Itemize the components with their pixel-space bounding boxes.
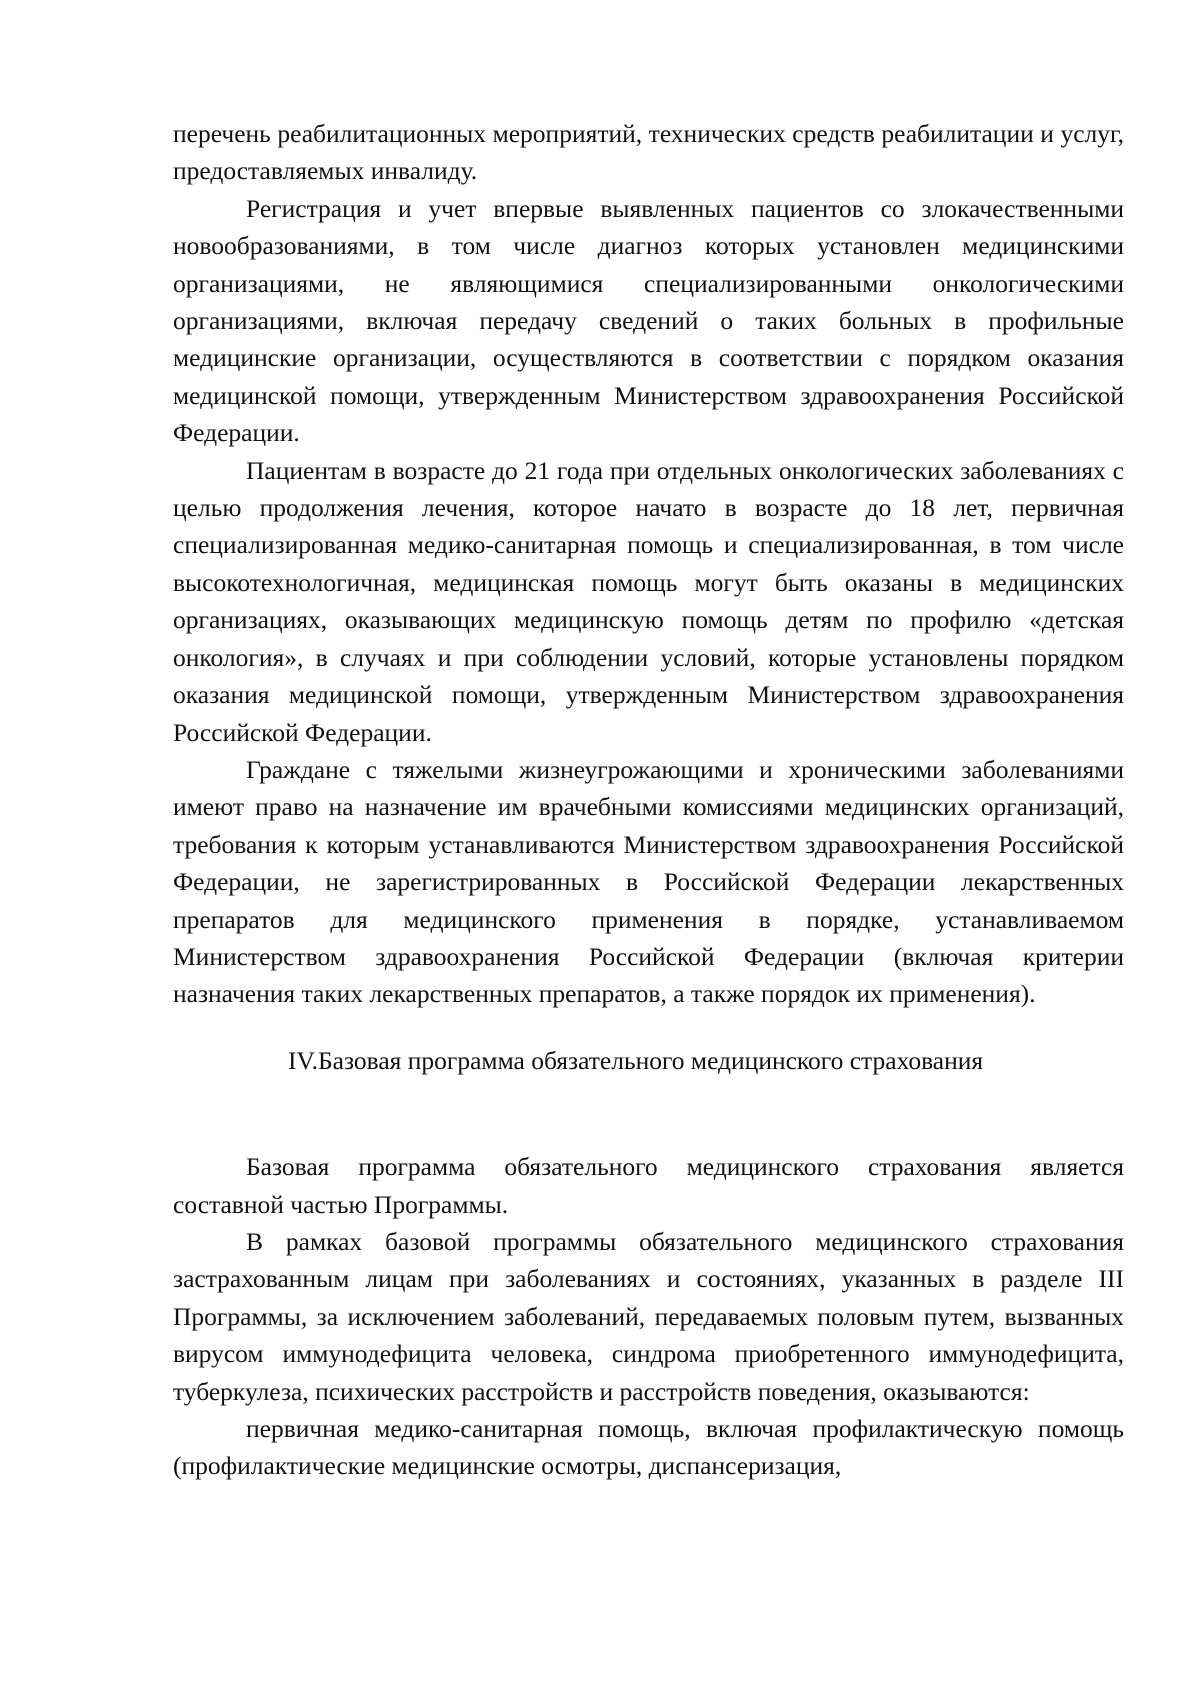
paragraph-basic-program-scope: В рамках базовой программы обязательного медицинского страхования застрахованным лицам при заболеваниях и состояниях, указанных в разделе III Программы, за исключением заболеваний, передаваемых половым путем, вызванных вирусом иммунодефицита человека, синдрома приобретенного иммунодефицита, туберкулеза, психических расстройств и расстройств поведения, оказываются: <box>173 1226 1124 1406</box>
paragraph-oncology-registration: Регистрация и учет впервые выявленных пациентов со злокачественными новообразованиями, в том числе диагноз которых установлен медицинскими организациями, не являющимися специализированными онкологическими организациями, включая передачу сведений о таких больных в профильные медицинские организации, осуществляются в соответствии с порядком оказания медицинской помощи, утвержденным Министерством здравоохранения Российской Федерации. <box>173 193 1124 448</box>
paragraph-primary-care: первичная медико-санитарная помощь, включая профилактическую помощь (профилактические медицинские осмотры, диспансеризация, <box>173 1414 1124 1481</box>
paragraph-basic-program-part: Базовая программа обязательного медицинского страхования является составной частью Программы. <box>173 1152 1124 1219</box>
section-heading: IV.Базовая программа обязательного медицинского страхования <box>288 1045 984 1075</box>
paragraph-unregistered-drugs: Граждане с тяжелыми жизнеугрожающими и хроническими заболеваниями имеют право на назначение им врачебными комиссиями медицинских организаций, требования к которым устанавливаются Министерством здравоохранения Российской Федерации, не зарегистрированных в Российской Федерации лекарственных препаратов для медицинского применения в порядке, устанавливаемом Министерством здравоохранения Российской Федерации (включая критерии назначения таких лекарственных препаратов, а также порядок их применения). <box>173 754 1124 1009</box>
document-body <box>173 115 1124 1485</box>
paragraph-rehabilitation-list-end: перечень реабилитационных мероприятий, технических средств реабилитации и услуг, предоставляемых инвалиду. <box>173 119 1124 186</box>
section-spacer <box>173 1079 1124 1148</box>
paragraph-patients-under-21: Пациентам в возрасте до 21 года при отдельных онкологических заболеваниях с целью продолжения лечения, которое начато в возрасте до 18 лет, первичная специализированная медико-санитарная помощь и специализированная, в том числе высокотехнологичная, медицинская помощь могут быть оказаны в медицинских организациях, оказывающих медицинскую помощь детям по профилю «детская онкология», в случаях и при соблюдении условий, которые установлены порядком оказания медицинской помощи, утвержденным Министерством здравоохранения Российской Федерации. <box>173 455 1124 747</box>
